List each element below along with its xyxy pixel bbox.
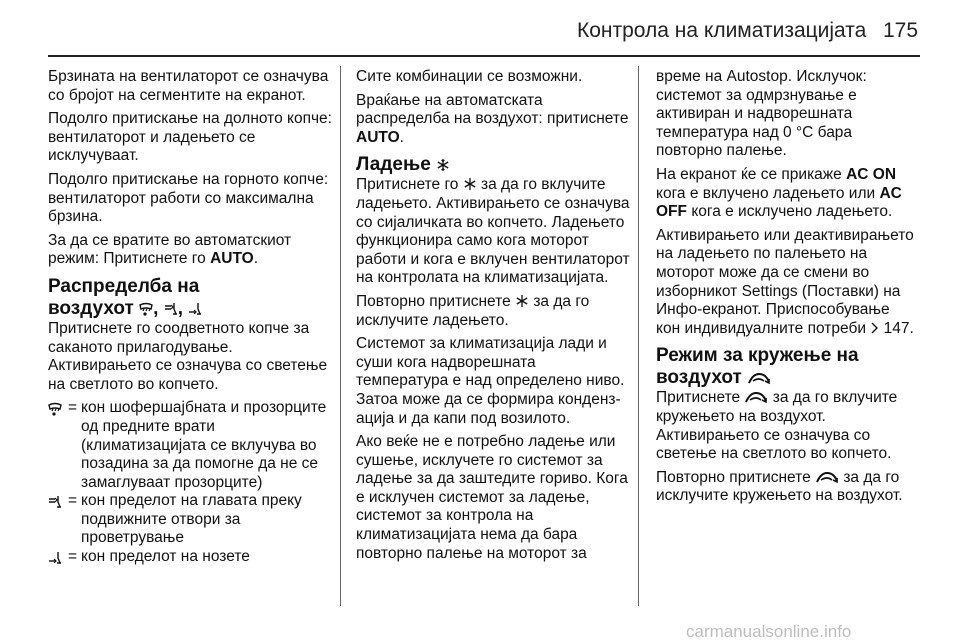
text: На екранот ќе се прикаже	[656, 165, 842, 183]
text: Притиснете го	[356, 176, 459, 194]
heading-text: воздухот	[656, 367, 742, 389]
ac-on-label: AC ON	[846, 165, 897, 183]
paragraph	[656, 389, 918, 463]
text: Враќање на автоматската распределба на воздухот: притиснете	[356, 91, 629, 128]
text: .	[253, 250, 259, 268]
equals-sign: =	[68, 548, 78, 566]
heading-text: Ладење	[356, 154, 431, 176]
heading-text: Режим за кружење на	[656, 345, 859, 367]
air-recirculation-icon	[747, 371, 771, 385]
watermark: carmanualsonline.info	[686, 622, 852, 641]
windshield-defrost-icon	[48, 399, 68, 492]
text: .	[399, 128, 404, 146]
air-recirculation-icon	[744, 390, 768, 404]
page-header	[0, 0, 960, 46]
text: кога е вклучено ладењето или	[656, 184, 876, 202]
paragraph	[656, 469, 918, 506]
text: за да го вклучите кружењето на воздухот. Активирањето се означува со светење на светлото во копчето.	[656, 389, 898, 463]
equals-sign: =	[68, 399, 78, 417]
paragraph: Притиснете го соодветното копче за саканото прилагодување. Активирањето се означува со светење на светлото во копчето.	[48, 319, 328, 393]
air-feet-icon	[48, 548, 68, 569]
text: За да се вратите во автоматскиот режим: Притиснете го	[48, 231, 292, 268]
page-number: 175	[883, 19, 919, 42]
column-2	[356, 68, 632, 568]
column-3	[656, 68, 918, 511]
definition-windshield	[48, 399, 333, 492]
paragraph: Брзината на вентилаторот се означува со бројот на сегментите на екранот.	[48, 68, 329, 104]
page-title: Контрола на климатизацијата	[577, 19, 867, 42]
snowflake-icon	[463, 177, 477, 191]
paragraph	[48, 232, 333, 269]
definition-text: кон пределот на главата преку подвижните отвори за проветрување	[81, 492, 302, 547]
paragraph	[356, 92, 632, 148]
text: .	[909, 319, 914, 337]
paragraph	[656, 227, 918, 339]
auto-label: AUTO	[356, 128, 400, 146]
ac-off-label: AC OFF	[656, 184, 902, 221]
header-divider	[48, 55, 920, 57]
text: Повторно притиснете	[656, 468, 811, 486]
definition-text: кон шофершајбната и прозорците од предните врати (климатизацијата се вклучува во позадина за да помогне да не се замаглуваат прозорците)	[81, 399, 327, 491]
paragraph	[656, 166, 918, 222]
section-heading-recirculation	[656, 345, 918, 389]
air-face-icon	[48, 492, 68, 548]
paragraph: Сите комбинации се возможни.	[356, 68, 583, 85]
definition-face	[48, 492, 333, 548]
page-reference: 147	[883, 319, 910, 337]
paragraph	[356, 176, 632, 288]
separator: ,	[153, 297, 159, 319]
column-1	[48, 68, 333, 569]
column-divider-1	[340, 66, 341, 606]
auto-label: AUTO	[210, 250, 254, 268]
paragraph: Подолго притискање на долното копче: вентилаторот и ладењето се исклучуваат.	[48, 110, 332, 165]
separator: ,	[177, 297, 183, 319]
section-heading-air-distribution	[48, 276, 333, 320]
text: кога е исклучено ладењето.	[691, 203, 893, 221]
paragraph: Системот за климатизација лади и суши кога надворешната температура е над определено ниво. Затоа може да се формира кондензација и да капи под возилото.	[356, 335, 625, 427]
heading-text: воздухот	[48, 297, 134, 319]
air-feet-icon	[188, 302, 202, 316]
text: Активирањето или деактивирањето на ладењето по палењето на моторот може да се смени во изборникот Settings (Поставки) на Инфо-екранот. Приспособување кон индивидуалните потреби	[656, 226, 914, 337]
text: за да го вклучите ладењето. Активирањето се означува со сијаличката во копчето. Ладењето функционира само кога моторот работи и кога е вклучен вентилаторот на контролата на климатизацијата.	[356, 176, 630, 287]
page-reference-arrow-icon	[870, 321, 879, 335]
air-face-icon	[164, 302, 178, 316]
snowflake-icon	[436, 158, 450, 172]
column-divider-2	[638, 66, 639, 606]
paragraph: време на Autostop. Исклучок: системот за одмрзнување е активиран и надворешната температура над 0 °C бара повторно палење.	[656, 68, 867, 160]
text: за да го исклучите ладењето.	[356, 292, 590, 329]
windshield-defrost-icon	[139, 302, 153, 316]
paragraph: Подолго притискање на горното копче: вентилаторот работи со максимална брзина.	[48, 170, 329, 226]
definition-text: кон пределот на нозете	[81, 548, 250, 566]
paragraph: Ако веќе не е потребно ладење или сушење, исклучете го системот за ладење за да заштедите гориво. Кога е исклучен системот за ладење, системот за контрола на климатизацијата нема да бара повторно палење на моторот за	[356, 433, 628, 562]
snowflake-icon	[515, 294, 529, 308]
definition-feet	[48, 548, 333, 569]
heading-text: Распределба на	[48, 275, 200, 297]
text: Повторно притиснете	[356, 292, 511, 310]
equals-sign: =	[68, 492, 78, 510]
air-recirculation-icon	[815, 470, 839, 484]
text: за да го исклучите кружењето на воздухот.	[656, 468, 903, 505]
text: Притиснете	[656, 389, 741, 407]
paragraph	[356, 293, 632, 330]
section-heading-cooling	[356, 154, 632, 176]
